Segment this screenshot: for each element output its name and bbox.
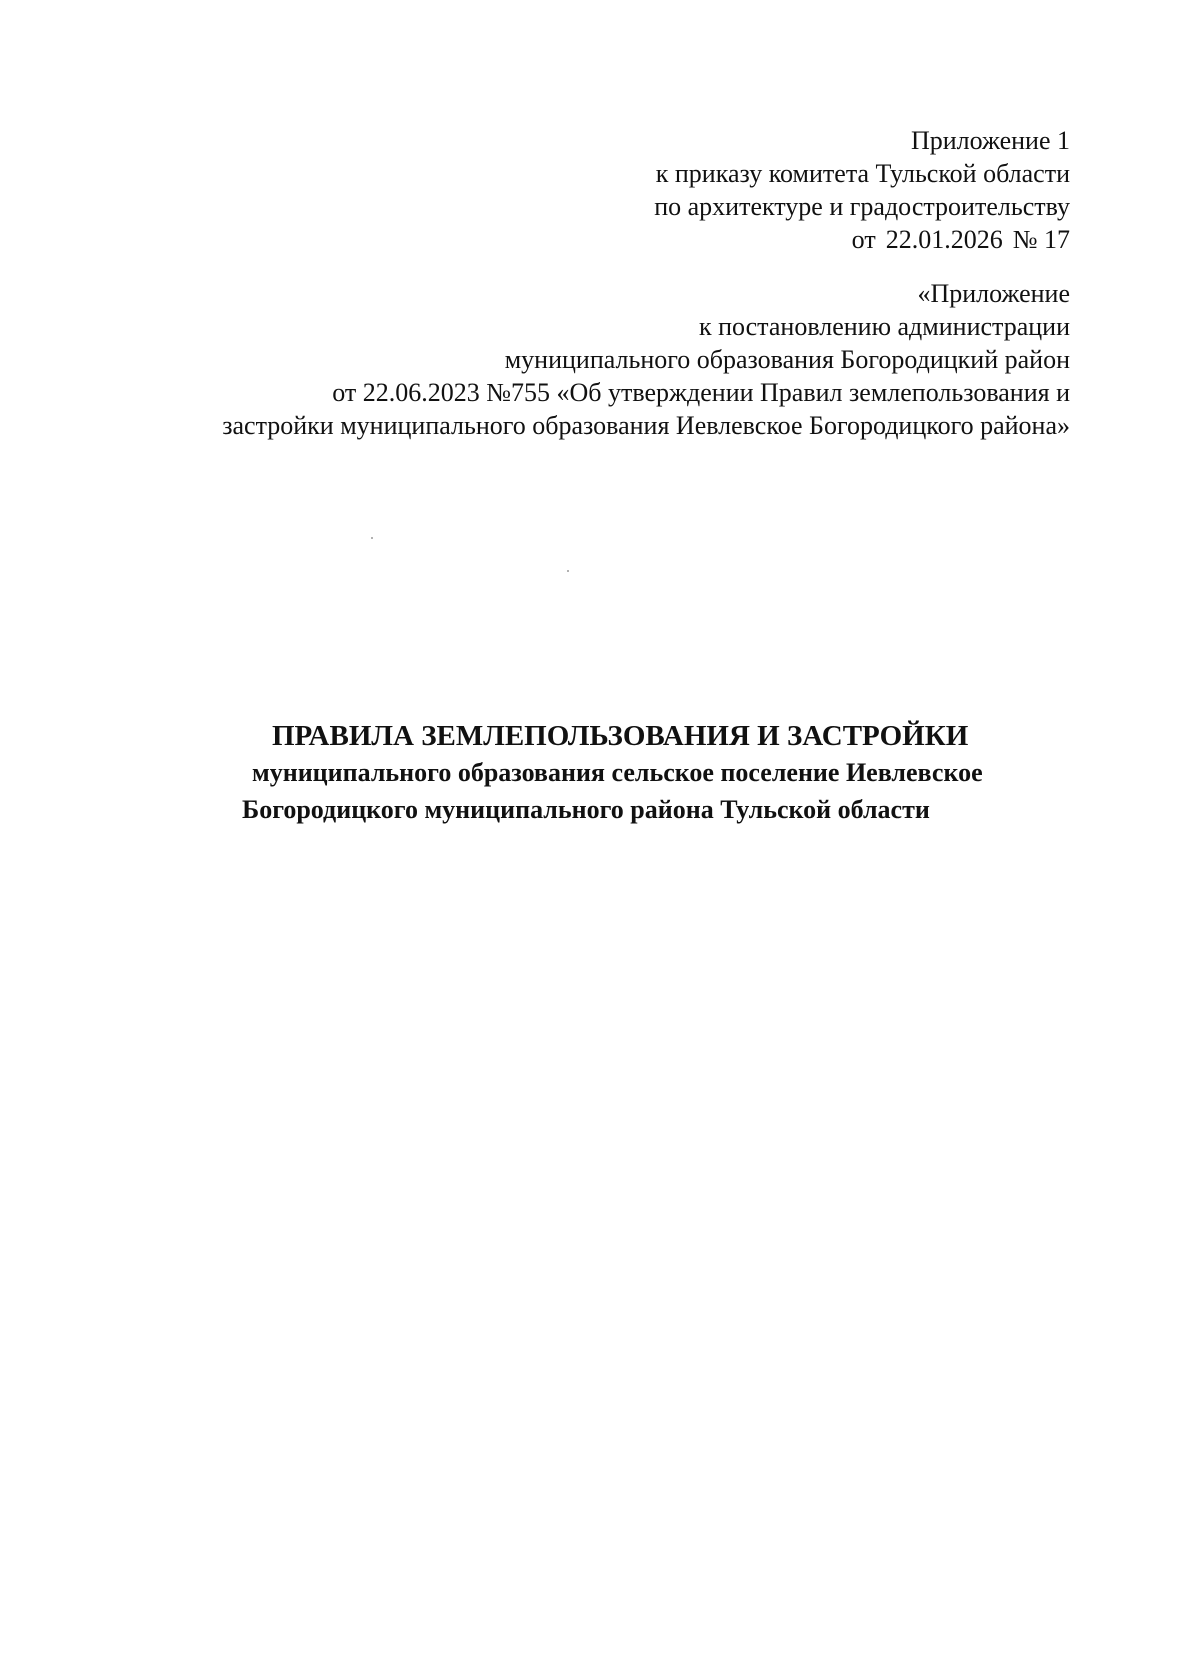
- resolution-header: [222, 277, 1070, 442]
- resolution-appendix: «Приложение: [917, 279, 1070, 308]
- order-number: № 17: [1012, 225, 1070, 254]
- document-title: ПРАВИЛА ЗЕМЛЕПОЛЬЗОВАНИЯ И ЗАСТРОЙКИ: [272, 720, 969, 752]
- appendix-date-line: [654, 223, 1070, 256]
- appendix-committee: по архитектуре и градостроительству: [654, 192, 1070, 221]
- resolution-municipality: муниципального образования Богородицкий район: [504, 345, 1070, 374]
- appendix-header: [654, 124, 1070, 256]
- resolution-date-number: от 22.06.2023 №755 «Об утверждении Правил землепользования и: [332, 378, 1070, 407]
- appendix-order-ref: к приказу комитета Тульской области: [655, 159, 1070, 188]
- scan-speck: [567, 570, 569, 572]
- order-date: 22.01.2026: [885, 225, 1003, 254]
- resolution-ref: к постановлению администрации: [698, 312, 1070, 341]
- appendix-title: Приложение 1: [910, 126, 1070, 155]
- document-subtitle-line1: муниципального образования сельское поселение Иевлевское: [252, 758, 983, 787]
- scan-speck: [371, 537, 373, 539]
- date-prefix: от: [851, 225, 876, 254]
- document-subtitle-line2: Богородицкого муниципального района Тульской области: [242, 795, 930, 824]
- resolution-subject: застройки муниципального образования Иевлевское Богородицкого района»: [222, 411, 1070, 440]
